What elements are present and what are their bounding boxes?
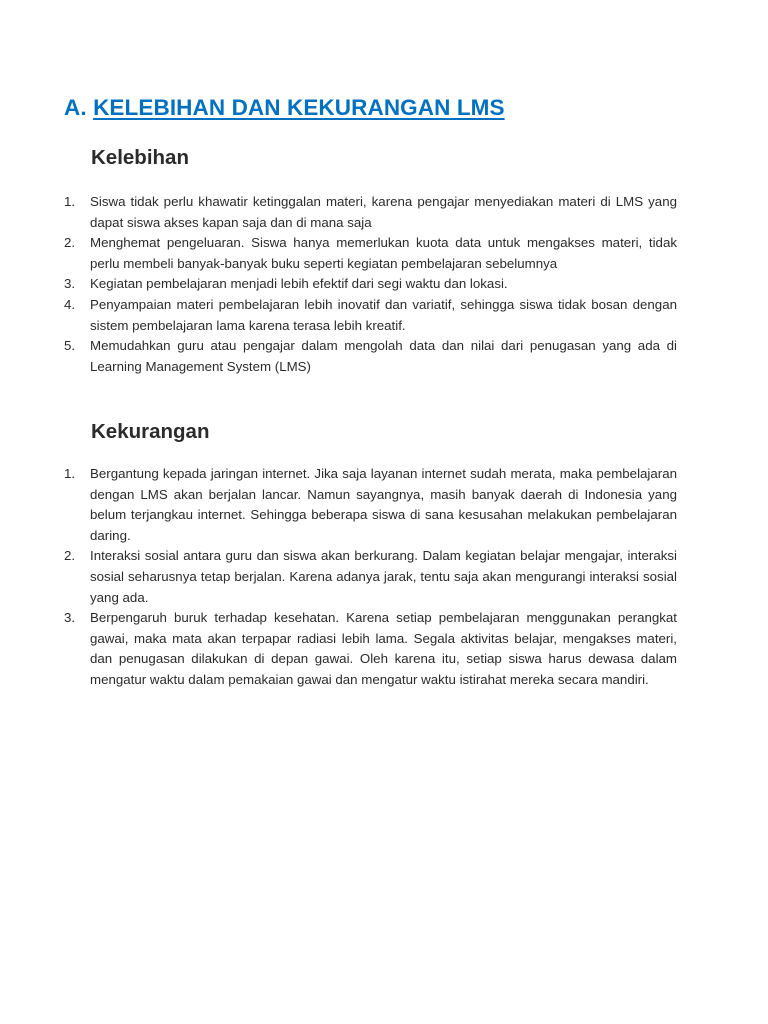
list-item	[64, 336, 677, 377]
list-item-number: 1.	[64, 194, 76, 209]
kekurangan-list	[64, 464, 677, 691]
list-item-number: 5.	[64, 338, 76, 354]
list-item-number: 3.	[64, 610, 76, 626]
list-item-number: 3.	[64, 276, 76, 292]
list-item-text: Bergantung kepada jaringan internet. Jika saja layanan internet sudah merata, maka pembelajaran dengan LMS akan berjalan lancar. Namun sayangnya, masih banyak daerah di Indonesia yang belum terjangkau internet. Sehingga beberapa siswa di sana kesusahan melakukan pembelajaran daring.	[90, 466, 677, 543]
kelebihan-heading: Kelebihan	[91, 146, 189, 169]
list-item-number: 1.	[64, 466, 76, 481]
list-item-text: Interaksi sosial antara guru dan siswa akan berkurang. Dalam kegiatan belajar mengajar, interaksi sosial seharusnya tetap berjalan. Karena adanya jarak, tentu saja akan mengurangi interaksi sosial yang ada.	[90, 548, 677, 605]
section-letter: A.	[64, 95, 87, 120]
list-item-text: Penyampaian materi pembelajaran lebih inovatif dan variatif, sehingga siswa tidak bosan dengan sistem pembelajaran lama karena terasa lebih kreatif.	[90, 296, 677, 333]
list-item	[64, 464, 677, 546]
list-item-text: Berpengaruh buruk terhadap kesehatan. Karena setiap pembelajaran menggunakan perangkat gawai, maka mata akan terpapar radiasi lebih lama. Segala aktivitas belajar, mengakses materi, dan penugasan dilakukan di depan gawai. Oleh karena itu, setiap siswa harus dewasa dalam mengatur waktu dalam pemakaian gawai dan mengatur waktu istirahat mereka secara mandiri.	[90, 610, 677, 687]
list-item	[64, 608, 677, 690]
list-item-text: Siswa tidak perlu khawatir ketinggalan materi, karena pengajar menyediakan materi di LMS yang dapat siswa akses kapan saja dan di mana saja	[90, 194, 677, 230]
list-item-number: 4.	[64, 296, 76, 312]
list-item	[64, 546, 677, 608]
list-item	[64, 274, 677, 295]
section-title: KELEBIHAN DAN KEKURANGAN LMS	[93, 95, 505, 120]
kelebihan-list	[64, 192, 677, 377]
list-item	[64, 192, 677, 233]
list-item-text: Kegiatan pembelajaran menjadi lebih efektif dari segi waktu dan lokasi.	[90, 276, 508, 292]
list-item-text: Memudahkan guru atau pengajar dalam mengolah data dan nilai dari penugasan yang ada di Learning Management System (LMS)	[90, 338, 677, 374]
list-item	[64, 295, 677, 336]
list-item-number: 2.	[64, 235, 76, 251]
kekurangan-heading: Kekurangan	[91, 420, 210, 443]
list-item-text: Menghemat pengeluaran. Siswa hanya memerlukan kuota data untuk mengakses materi, tidak perlu membeli banyak-banyak buku seperti kegiatan pembelajaran sebelumnya	[90, 235, 677, 271]
section-heading	[64, 95, 505, 121]
list-item-number: 2.	[64, 548, 76, 564]
list-item	[64, 233, 677, 274]
